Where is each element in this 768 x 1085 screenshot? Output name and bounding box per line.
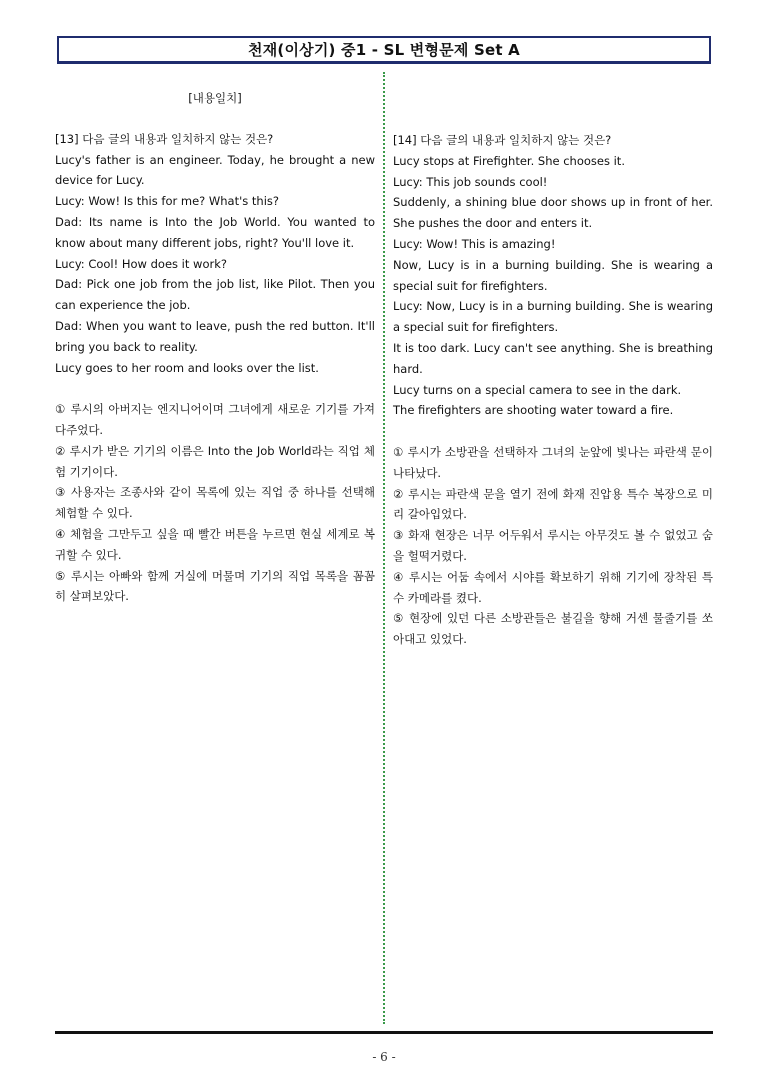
q13-passage-line: Dad: Pick one job from the job list, like Pilot. Then you can experience the job. — [55, 277, 375, 313]
q13-passage-line: Lucy: Cool! How does it work? — [55, 256, 227, 271]
q14-passage-line: The firefighters are shooting water toward a fire. — [393, 403, 674, 418]
q14-passage-line: It is too dark. Lucy can't see anything. She is breathing hard. — [393, 340, 713, 376]
q13-choice: ② 루시가 받은 기기의 이름은 Into the Job World라는 직업 체험 기기이다. — [55, 443, 375, 479]
q13-passage-line: Lucy's father is an engineer. Today, he brought a new device for Lucy. — [55, 152, 375, 188]
column-divider — [383, 72, 385, 1024]
q14-choice: ① 루시가 소방관을 선택하자 그녀의 눈앞에 빛나는 파란색 문이 나타났다. — [393, 444, 713, 480]
q13-passage-line: Lucy: Wow! Is this for me? What's this? — [55, 194, 280, 209]
question-13-title: [13] 다음 글의 내용과 일치하지 않는 것은? — [55, 131, 274, 146]
q13-choice: ③ 사용자는 조종사와 같이 목록에 있는 직업 중 하나를 선택해 체험할 수 있다. — [55, 485, 375, 521]
q13-choice: ① 루시의 아버지는 엔지니어이며 그녀에게 새로운 기기를 가져다주었다. — [55, 402, 375, 437]
q13-choice: ⑤ 루시는 아빠와 함께 거실에 머물며 기기의 직업 목록을 꼼꼼히 살펴보았다. — [55, 568, 375, 604]
q13-passage-line: Lucy goes to her room and looks over the list. — [55, 360, 319, 375]
q14-passage-line: Lucy: Wow! This is amazing! — [393, 236, 556, 251]
header-box — [57, 36, 711, 64]
q14-passage-line: Suddenly, a shining blue door shows up in front of her. She pushes the door and enters it. — [393, 195, 713, 231]
q14-choice: ④ 루시는 어둠 속에서 시야를 확보하기 위해 기기에 장착된 특수 카메라를 켰다. — [393, 569, 713, 605]
right-column — [393, 130, 713, 650]
question-14-title: [14] 다음 글의 내용과 일치하지 않는 것은? — [393, 133, 612, 147]
q14-passage-line: Now, Lucy is in a burning building. She is wearing a special suit for firefighters. — [393, 257, 713, 293]
q14-passage-line: Lucy stops at Firefighter. She chooses it. — [393, 153, 625, 168]
left-column — [55, 88, 375, 607]
footer-rule — [55, 1031, 713, 1034]
page-title: 천재(이상기) 중1 - SL 변형문제 Set A — [248, 41, 520, 59]
q14-passage-line: Lucy: This job sounds cool! — [393, 174, 548, 189]
q13-passage-line: Dad: When you want to leave, push the red button. It'll bring you back to reality. — [55, 318, 375, 354]
q14-choice: ③ 화재 현장은 너무 어두워서 루시는 아무것도 볼 수 없었고 숨을 헐떡거렸다. — [393, 528, 713, 563]
q14-choice: ⑤ 현장에 있던 다른 소방관들은 불길을 향해 거센 물줄기를 쏘아대고 있었다. — [393, 611, 713, 647]
q14-choice: ② 루시는 파란색 문을 열기 전에 화재 진압용 특수 복장으로 미리 갈아입었다. — [393, 486, 713, 522]
q13-choice: ④ 체험을 그만두고 싶을 때 빨간 버튼을 누르면 현실 세계로 복귀할 수 있다. — [55, 526, 375, 562]
q13-passage-line: Dad: Its name is Into the Job World. You wanted to know about many different jobs, right? You'll love it. — [55, 214, 375, 250]
q14-passage-line: Lucy turns on a special camera to see in the dark. — [393, 382, 682, 397]
section-label: [내용일치] — [188, 91, 242, 105]
page-number: - 6 - — [372, 1050, 396, 1064]
q14-passage-line: Lucy: Now, Lucy is in a burning building. She is wearing a special suit for firefighters. — [393, 299, 713, 335]
